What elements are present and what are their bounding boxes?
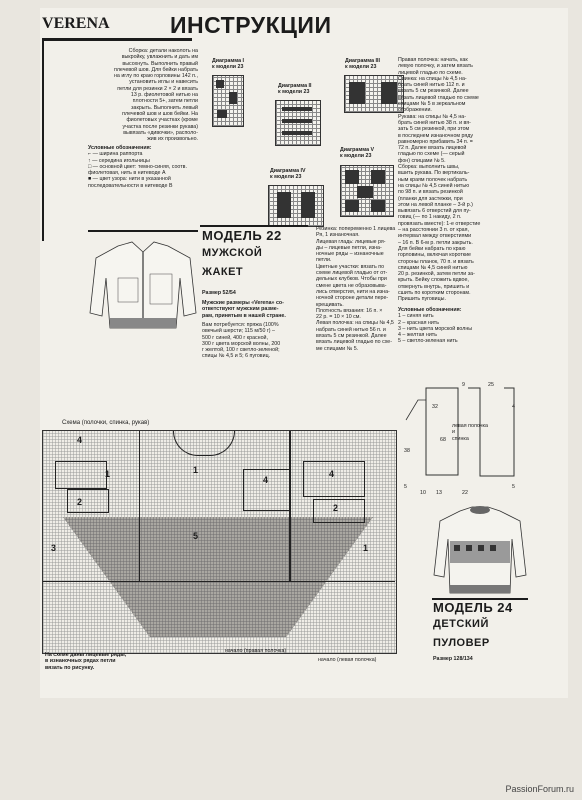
model24-garment: ПУЛОВЕР xyxy=(433,637,490,649)
text-line: крещивать. xyxy=(316,301,344,308)
text-line: спицы № 4,5 и 5; 6 пуговиц. xyxy=(202,353,271,360)
text-line: закрыть. Выполнить левый xyxy=(131,104,198,111)
text-line: ночной стороне детали пере- xyxy=(316,295,389,302)
text-line: вязать по рисунку. xyxy=(45,664,95,671)
zone-number: 4 xyxy=(329,469,335,479)
legend-block: Условные обозначения: ⌐ — ширина раппорта ↑ — середина игольницы □ — основной цвет: темно-синяя, соотв. фиолетовая, нить в нитеводе A ■ — цвет узора: нити в указанной последовательности в нитеводе B xyxy=(88,145,198,189)
zone-block xyxy=(303,461,365,497)
text-line: брать синей нитью 112 п. и xyxy=(398,82,465,89)
start-right-front: начало (правая полочка) xyxy=(225,648,287,654)
text-line: Спинка: на спицы № 4,5 на- xyxy=(398,75,467,82)
text-line: плотности 5+, затем петли xyxy=(132,98,198,105)
schema-note xyxy=(45,652,126,671)
dim-label: 38 xyxy=(404,448,410,454)
text-line: горловины, включая короткие xyxy=(398,252,472,259)
text-line: по 98 п. и вязать резинкой xyxy=(398,189,463,196)
legend-colors: Условные обозначения: 1 – синяя нить 2 – красная нить 3 – нить цвета морской волны 4 – желтая нить 5 – светло-зеленая нить xyxy=(398,307,528,345)
zone-number: 5 xyxy=(193,531,199,541)
diagram-2-label: Диаграмма II к модели 23 xyxy=(278,83,312,95)
model22-type: МУЖСКОЙ xyxy=(202,247,263,259)
text-line: вывязать «дивочки», располо- xyxy=(123,129,198,136)
text-line: этом на левой планке – 3-й р.) xyxy=(398,201,473,208)
header-rule xyxy=(42,38,192,41)
model24-size: Размер 128/134 xyxy=(433,656,473,662)
text-line: – на расстоянии 3 п. от края, xyxy=(398,227,469,234)
col1-rule xyxy=(88,230,198,232)
diagram-5-label: Диаграмма V к модели 23 xyxy=(340,147,375,159)
text-line: отвернуть внутрь, пришить и xyxy=(398,283,470,290)
watermark: PassionForum.ru xyxy=(505,784,574,794)
page-title: ИНСТРУКЦИИ xyxy=(170,12,332,38)
text-line: 13 р. фиолетовой нитью на xyxy=(130,92,198,99)
text-line: ным краям полочек набрать xyxy=(398,176,468,183)
diagram-1 xyxy=(212,75,244,127)
text-line: 500 г синей, 400 г красной, xyxy=(202,334,268,341)
text-line: спицами № 4,5 синей нитью xyxy=(398,264,468,271)
dim-label: 10 xyxy=(420,490,426,496)
jacket-illustration xyxy=(88,238,198,333)
text-line: ↑ — середина игольницы xyxy=(88,157,150,164)
zone-number: 2 xyxy=(333,503,339,513)
text-line: Пришить пуговицы. xyxy=(398,296,446,303)
text-line: спицами № 5 в зеркальном xyxy=(398,101,466,108)
diagram-5 xyxy=(340,165,394,217)
zone-number: 1 xyxy=(193,465,199,475)
text-line: сшить по коротким сторонам. xyxy=(398,289,471,296)
text-line: фиолетовых участках (кроме xyxy=(126,117,198,124)
dim-label: 25 xyxy=(488,382,494,388)
dim-label: 5 xyxy=(512,484,515,490)
text-line: дельных клубков. Чтобы при xyxy=(316,276,387,283)
model22-intro xyxy=(202,300,310,319)
text-line: 2 – красная нить xyxy=(398,319,439,326)
sweater-illustration xyxy=(432,505,528,597)
text-line: зать 5 см резинкой, при этом xyxy=(398,126,470,133)
zone-number: 1 xyxy=(363,543,369,553)
text-line: Левая полочка: на спицы № 4,5 xyxy=(316,320,394,327)
text-line: петли. xyxy=(316,257,332,264)
text-line: гладью по схеме (— серый xyxy=(398,151,465,158)
zone-number: 1 xyxy=(105,469,111,479)
instructions-right-column xyxy=(398,57,528,303)
text-line: вшить рукава. По вертикаль- xyxy=(398,170,470,177)
brand-logo: VERENA xyxy=(42,15,110,32)
text-line: брать синей нитью 38 п. и вя- xyxy=(398,119,471,126)
text-line: на иглу по краю горловины 142 п., xyxy=(114,73,198,80)
text-line: □ — основной цвет: темно-синяя, соотв. фиолетовая, нить в нитеводе A xyxy=(88,163,187,177)
text-line: смене цвета не образовыва- xyxy=(316,282,387,289)
text-line: говиц (— по 1 накиду, 2 п. xyxy=(398,214,462,221)
text-line: Правая полочка: начать, как xyxy=(398,57,468,63)
text-line: петли для резинки 2 × 2 и вязать xyxy=(117,85,198,92)
text-line: ночные ряды – изнаночные xyxy=(316,251,384,258)
model22-size: Размер 52/54 xyxy=(202,290,236,296)
zone-number: 4 xyxy=(77,435,83,445)
diagram-4 xyxy=(268,185,324,227)
text-line: равномерно прибавить 34 п. = xyxy=(398,138,473,145)
text-line: г желтой, 100 г светло-зеленой; xyxy=(202,347,280,354)
text-line: вязать лицевой гладью по схеме xyxy=(398,94,479,101)
text-line: Цветные участки: вязать по xyxy=(316,263,385,270)
dim-label: 5 xyxy=(404,484,407,490)
text-line: ■ — цвет узора: нити в указанной последовательности в нитеводе B xyxy=(88,176,173,189)
text-line: 72 п. Далее вязать лицевой xyxy=(398,145,467,152)
text-line: овечьей шерсти; 115 м/50 г) – xyxy=(202,328,275,335)
dim-label: 22 xyxy=(462,490,468,496)
dim-label: 13 xyxy=(436,490,442,496)
text-line: Плотность вязания: 16 п. × xyxy=(316,307,383,314)
text-line: 1 – синяя нить xyxy=(398,313,434,320)
zone-block xyxy=(67,489,109,513)
model22-rule xyxy=(200,225,308,227)
text-line: Рукава: на спицы № 4,5 на- xyxy=(398,113,466,120)
text-line: рам, принятым в нашей стране. xyxy=(202,312,286,319)
text-line: Вам потребуется: пряжа (100% xyxy=(202,322,279,328)
diagram-2 xyxy=(275,100,321,146)
text-line: плечевой шов и шов бейки. На xyxy=(122,110,198,117)
text-line: плечевой шов. Для бейки набрать xyxy=(113,66,198,73)
left-border xyxy=(42,41,44,241)
text-line: отображении. xyxy=(398,107,432,114)
text-line: на спицы № 4,5 синей нитью xyxy=(398,182,470,189)
text-line: интервал между отверстиями xyxy=(398,233,472,240)
zone-number: 4 xyxy=(263,475,269,485)
start-left-front: начало (левая полочка) xyxy=(318,657,377,663)
text-line: Для бейки набрать по краю xyxy=(398,245,466,252)
text-line: 3 – нить цвета морской волны xyxy=(398,325,473,332)
text-line: в изнаночных рядах петли xyxy=(45,658,116,665)
text-line: 4 – желтая нить xyxy=(398,332,437,339)
dim-label: 4 xyxy=(512,404,515,410)
text-line: 22 р. = 10 × 10 см. xyxy=(316,314,361,321)
dim-label: 32 xyxy=(432,404,438,410)
text-line: Сборка: детали наколоть на xyxy=(128,48,198,54)
text-line: (планки для застежки, при xyxy=(398,195,463,202)
diagram-3-label: Диаграмма III к модели 23 xyxy=(345,58,380,70)
dim-label: 9 xyxy=(462,382,465,388)
text-line: 20 р. резинкой, затем петли за- xyxy=(398,271,475,278)
text-line: высохнуть. Выполнить правый xyxy=(122,60,198,67)
text-line: установить иглы и навесить xyxy=(129,79,198,86)
text-line: Лицевая гладь: лицевые ря- xyxy=(316,238,386,245)
text-line: схеме лицевой гладью от от- xyxy=(316,270,388,277)
model24-heading: МОДЕЛЬ 24 xyxy=(433,600,513,615)
text-line: вязать лицевой гладью по схе- xyxy=(316,339,393,346)
diagram-3 xyxy=(344,75,404,113)
text-line: выкройку, увлажнить и дать им xyxy=(121,54,198,61)
text-line: фон) спицами № 5. xyxy=(398,157,446,164)
text-line: левую полочку, и затем вязать xyxy=(398,63,473,70)
model22-heading: МОДЕЛЬ 22 xyxy=(202,228,282,243)
text-line: ды – лицевые петли, изна- xyxy=(316,244,382,251)
text-line: Сборка: выполнить швы, xyxy=(398,164,460,171)
schema-caption: Схема (полочки, спинка, рукав) xyxy=(62,420,150,426)
model24-type: ДЕТСКИЙ xyxy=(433,618,489,630)
text-line: провязать вместе): 1-е отверстие xyxy=(398,220,481,227)
text-line: участка после резинки рукава) xyxy=(122,123,198,130)
zone-block xyxy=(55,461,107,489)
text-line: набрать синей нитью 56 п. и xyxy=(316,326,386,333)
text-line: вязать 5 см резинкой. Далее xyxy=(316,333,387,340)
left-front-label: левая полочка и спинка xyxy=(452,423,488,442)
text-line: вязать 5 см резинкой. Далее xyxy=(398,88,469,95)
zone-number: 3 xyxy=(51,543,57,553)
text-line: На схеме даны лицевые ряды, xyxy=(45,652,127,658)
text-line: – 16 п. В 6-м р. петли закрыть. xyxy=(398,239,473,246)
text-line: жив их произвольно. xyxy=(147,136,198,143)
knitting-techniques-text xyxy=(316,226,398,352)
text-line: ответствуют мужским разме- xyxy=(202,306,279,313)
text-line: ме спицами № 5. xyxy=(316,345,359,352)
diagram-4-label: Диаграмма IV к модели 23 xyxy=(270,168,306,180)
text-line: Ря, 1 изнаночная. xyxy=(316,232,360,239)
text-line: ⌐ — ширина раппорта xyxy=(88,151,143,158)
knitting-chart-grid xyxy=(42,430,397,654)
text-line: в последнем изнаночном ряду xyxy=(398,132,473,139)
zone-block xyxy=(313,499,365,523)
diagram-1-label: Диаграмма I к модели 23 xyxy=(212,58,245,70)
text-line: лись отверстия, нити на изна- xyxy=(316,288,390,295)
text-line: вывязать 6 отверстий для пу- xyxy=(398,208,471,215)
dim-label: 68 xyxy=(440,437,446,443)
zone-number: 2 xyxy=(77,497,83,507)
text-line: стороны планок, 70 п. и вязать xyxy=(398,258,474,265)
assembly-text xyxy=(88,48,198,142)
model22-garment: ЖАКЕТ xyxy=(202,266,244,278)
text-line: 300 г цвета морской волны, 200 xyxy=(202,340,281,347)
text-line: лицевой гладью по схеме. xyxy=(398,69,463,76)
model22-materials xyxy=(202,322,312,360)
text-line: Резинка: попеременно 1 лицева xyxy=(316,226,396,232)
text-line: крыть. Бейку сложить вдвое, xyxy=(398,277,469,284)
text-line: 5 – светло-зеленая нить xyxy=(398,338,458,345)
text-line: Мужские размеры «Verena» со- xyxy=(202,300,284,306)
